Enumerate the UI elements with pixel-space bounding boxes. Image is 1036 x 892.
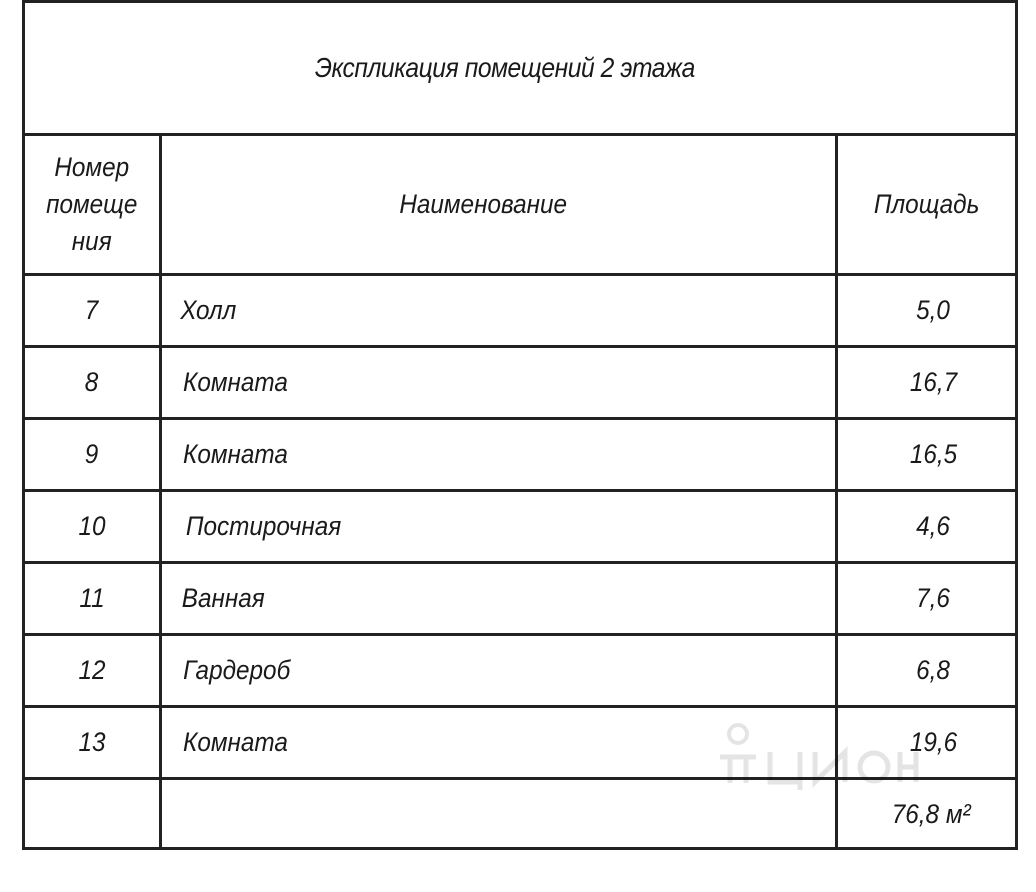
room-number: 9	[84, 438, 99, 469]
room-number-cell	[25, 346, 160, 418]
column-header-area	[836, 136, 1015, 274]
room-number: 13	[78, 726, 106, 757]
room-area-cell	[836, 418, 1015, 490]
total-area-cell	[836, 778, 1015, 850]
room-number-cell	[25, 274, 160, 346]
room-name: Ванная	[181, 582, 265, 613]
room-number-cell	[25, 562, 160, 634]
table-row	[25, 346, 1015, 418]
column-header-number-line-3: ния	[71, 225, 112, 256]
table-row	[25, 418, 1015, 490]
room-name-cell	[160, 418, 836, 490]
total-empty-cell	[25, 778, 160, 850]
column-header-number-line-2: помеще	[46, 188, 138, 219]
room-name-cell	[160, 346, 836, 418]
room-name: Гардероб	[182, 654, 290, 685]
column-header-area-label: Площадь	[873, 188, 979, 219]
room-number-cell	[25, 634, 160, 706]
table-row	[25, 490, 1015, 562]
room-area: 16,5	[909, 438, 958, 469]
room-area: 7,6	[916, 582, 951, 613]
room-area: 6,8	[916, 654, 951, 685]
room-number-cell	[25, 490, 160, 562]
room-number-cell	[25, 418, 160, 490]
room-number: 11	[79, 582, 105, 613]
table-row	[25, 274, 1015, 346]
room-name: Комната	[182, 726, 288, 757]
table-row	[25, 562, 1015, 634]
room-area: 19,6	[909, 726, 958, 757]
column-header-number-line-1: Номер	[54, 151, 130, 182]
room-name-cell	[160, 706, 836, 778]
table-header-row	[25, 136, 1015, 274]
room-number: 12	[78, 654, 106, 685]
room-number: 10	[78, 510, 106, 541]
explication-table	[25, 136, 1015, 850]
table-row	[25, 634, 1015, 706]
room-area: 16,7	[909, 366, 958, 397]
room-name-cell	[160, 562, 836, 634]
room-number: 8	[84, 366, 99, 397]
room-area-cell	[836, 562, 1015, 634]
explication-table-frame	[22, 0, 1018, 850]
room-area: 5,0	[916, 294, 951, 325]
total-area: 76,8 м²	[892, 799, 972, 830]
column-header-name-label: Наименование	[399, 188, 567, 219]
room-area-cell	[836, 274, 1015, 346]
room-number: 7	[84, 294, 99, 325]
room-name-cell	[160, 490, 836, 562]
room-name: Постирочная	[185, 510, 341, 541]
table-title: Экспликация помещений 2 этажа	[315, 52, 695, 83]
room-area: 4,6	[916, 510, 951, 541]
total-empty-cell	[160, 778, 836, 850]
room-name-cell	[160, 274, 836, 346]
column-header-name	[160, 136, 836, 274]
room-name: Комната	[182, 366, 288, 397]
total-row	[25, 778, 1015, 850]
column-header-number	[25, 136, 160, 274]
room-area-cell	[836, 706, 1015, 778]
table-title-row	[25, 3, 1015, 136]
room-area-cell	[836, 490, 1015, 562]
table-row	[25, 706, 1015, 778]
room-name: Комната	[182, 438, 288, 469]
room-area-cell	[836, 346, 1015, 418]
room-name: Холл	[179, 294, 236, 325]
room-number-cell	[25, 706, 160, 778]
room-area-cell	[836, 634, 1015, 706]
room-name-cell	[160, 634, 836, 706]
